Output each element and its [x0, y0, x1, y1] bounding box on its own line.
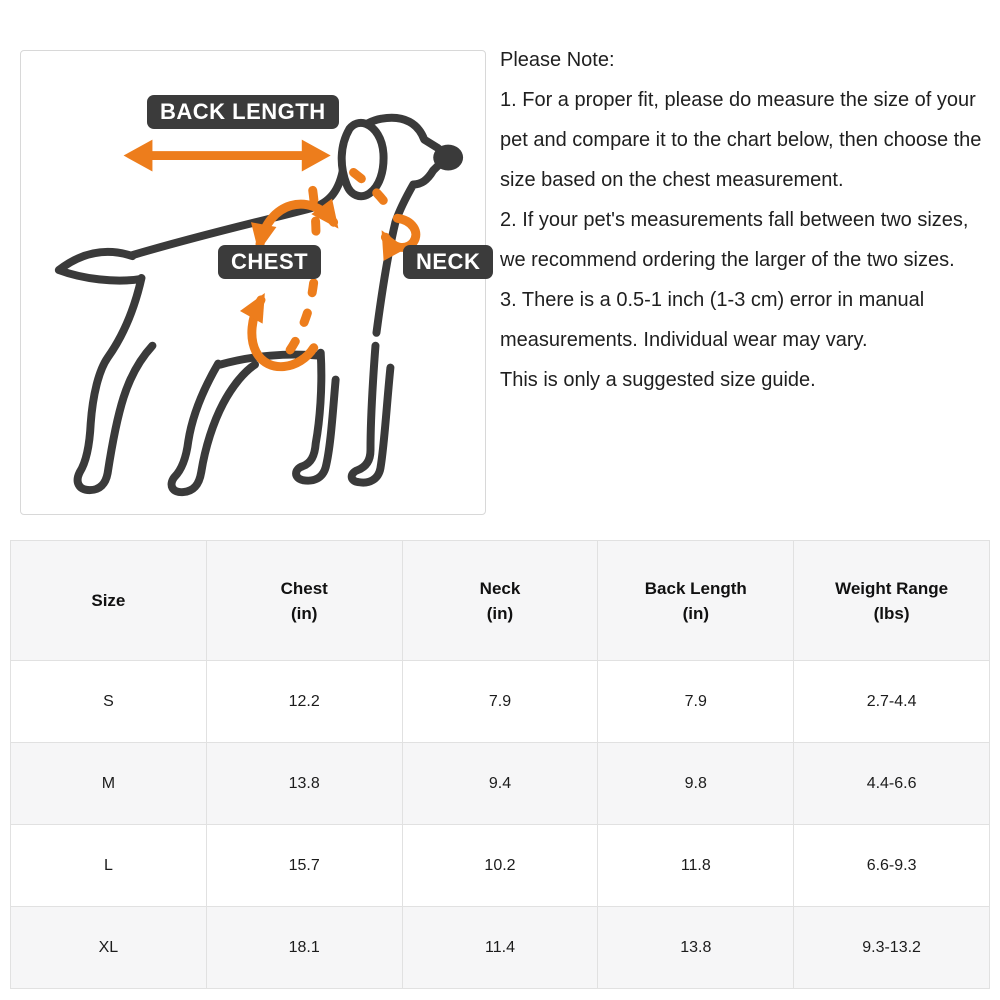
- note-item-3: 3. There is a 0.5-1 inch (1-3 cm) error in manual measurements. Individual wear may vary.: [500, 289, 925, 351]
- cell-weight: 9.3-13.2: [794, 907, 990, 989]
- column-header-back-length: [598, 541, 794, 661]
- cell-size: S: [11, 661, 207, 743]
- cell-chest: 18.1: [206, 907, 402, 989]
- back-length-label: BACK LENGTH: [147, 95, 339, 129]
- note-item-4: This is only a suggested size guide.: [500, 369, 816, 391]
- header-label: Weight Range: [835, 578, 949, 598]
- size-chart-header: [11, 541, 990, 661]
- notes-section: [500, 40, 997, 400]
- header-row: [11, 541, 990, 661]
- neck-label: NECK: [403, 245, 493, 279]
- dog-nose: [433, 145, 463, 171]
- size-chart-table: [10, 540, 990, 989]
- cell-chest: 13.8: [206, 743, 402, 825]
- header-unit: (in): [290, 603, 318, 623]
- header-label: Neck: [479, 578, 521, 598]
- size-chart-body: [11, 661, 990, 989]
- cell-chest: 15.7: [206, 825, 402, 907]
- dog-back-neck: [133, 167, 344, 256]
- header-unit: (in): [682, 603, 709, 623]
- column-header-weight-range: [794, 541, 990, 661]
- cell-neck: 10.2: [402, 825, 598, 907]
- dog-ear: [342, 123, 384, 196]
- cell-neck: 7.9: [402, 661, 598, 743]
- column-header-neck: [402, 541, 598, 661]
- header-label: Size: [91, 591, 126, 610]
- cell-weight: 6.6-9.3: [794, 825, 990, 907]
- dog-measurement-diagram: [20, 50, 486, 515]
- cell-size: XL: [11, 907, 207, 989]
- dog-front-leg-far: [352, 346, 391, 483]
- cell-neck: 9.4: [402, 743, 598, 825]
- note-item-1: 1. For a proper fit, please do measure the size of your pet and compare it to the chart below, then choose the size based on the chest measurement.: [500, 89, 982, 191]
- table-row-s: [11, 661, 990, 743]
- dog-hind-leg-far: [78, 278, 153, 490]
- note-item-2: 2. If your pet's measurements fall between two sizes, we recommend ordering the larger of the two sizes.: [500, 209, 969, 271]
- table-row-xl: [11, 907, 990, 989]
- notes-title: Please Note:: [500, 49, 615, 71]
- header-label: Chest: [280, 578, 328, 598]
- cell-neck: 11.4: [402, 907, 598, 989]
- cell-back-length: 11.8: [598, 825, 794, 907]
- cell-weight: 4.4-6.6: [794, 743, 990, 825]
- cell-back-length: 7.9: [598, 661, 794, 743]
- cell-back-length: 9.8: [598, 743, 794, 825]
- cell-size: M: [11, 743, 207, 825]
- cell-weight: 2.7-4.4: [794, 661, 990, 743]
- header-label: Back Length: [644, 578, 747, 598]
- dog-hind-leg-near: [172, 364, 255, 493]
- header-unit: (lbs): [873, 603, 910, 623]
- table-row-m: [11, 743, 990, 825]
- chest-label: CHEST: [218, 245, 321, 279]
- cell-size: L: [11, 825, 207, 907]
- cell-back-length: 13.8: [598, 907, 794, 989]
- table-row-l: [11, 825, 990, 907]
- column-header-chest: [206, 541, 402, 661]
- dog-tail: [59, 252, 141, 281]
- header-unit: (in): [486, 603, 514, 623]
- cell-chest: 12.2: [206, 661, 402, 743]
- column-header-size: [11, 541, 207, 661]
- dog-front-leg-near: [296, 353, 336, 481]
